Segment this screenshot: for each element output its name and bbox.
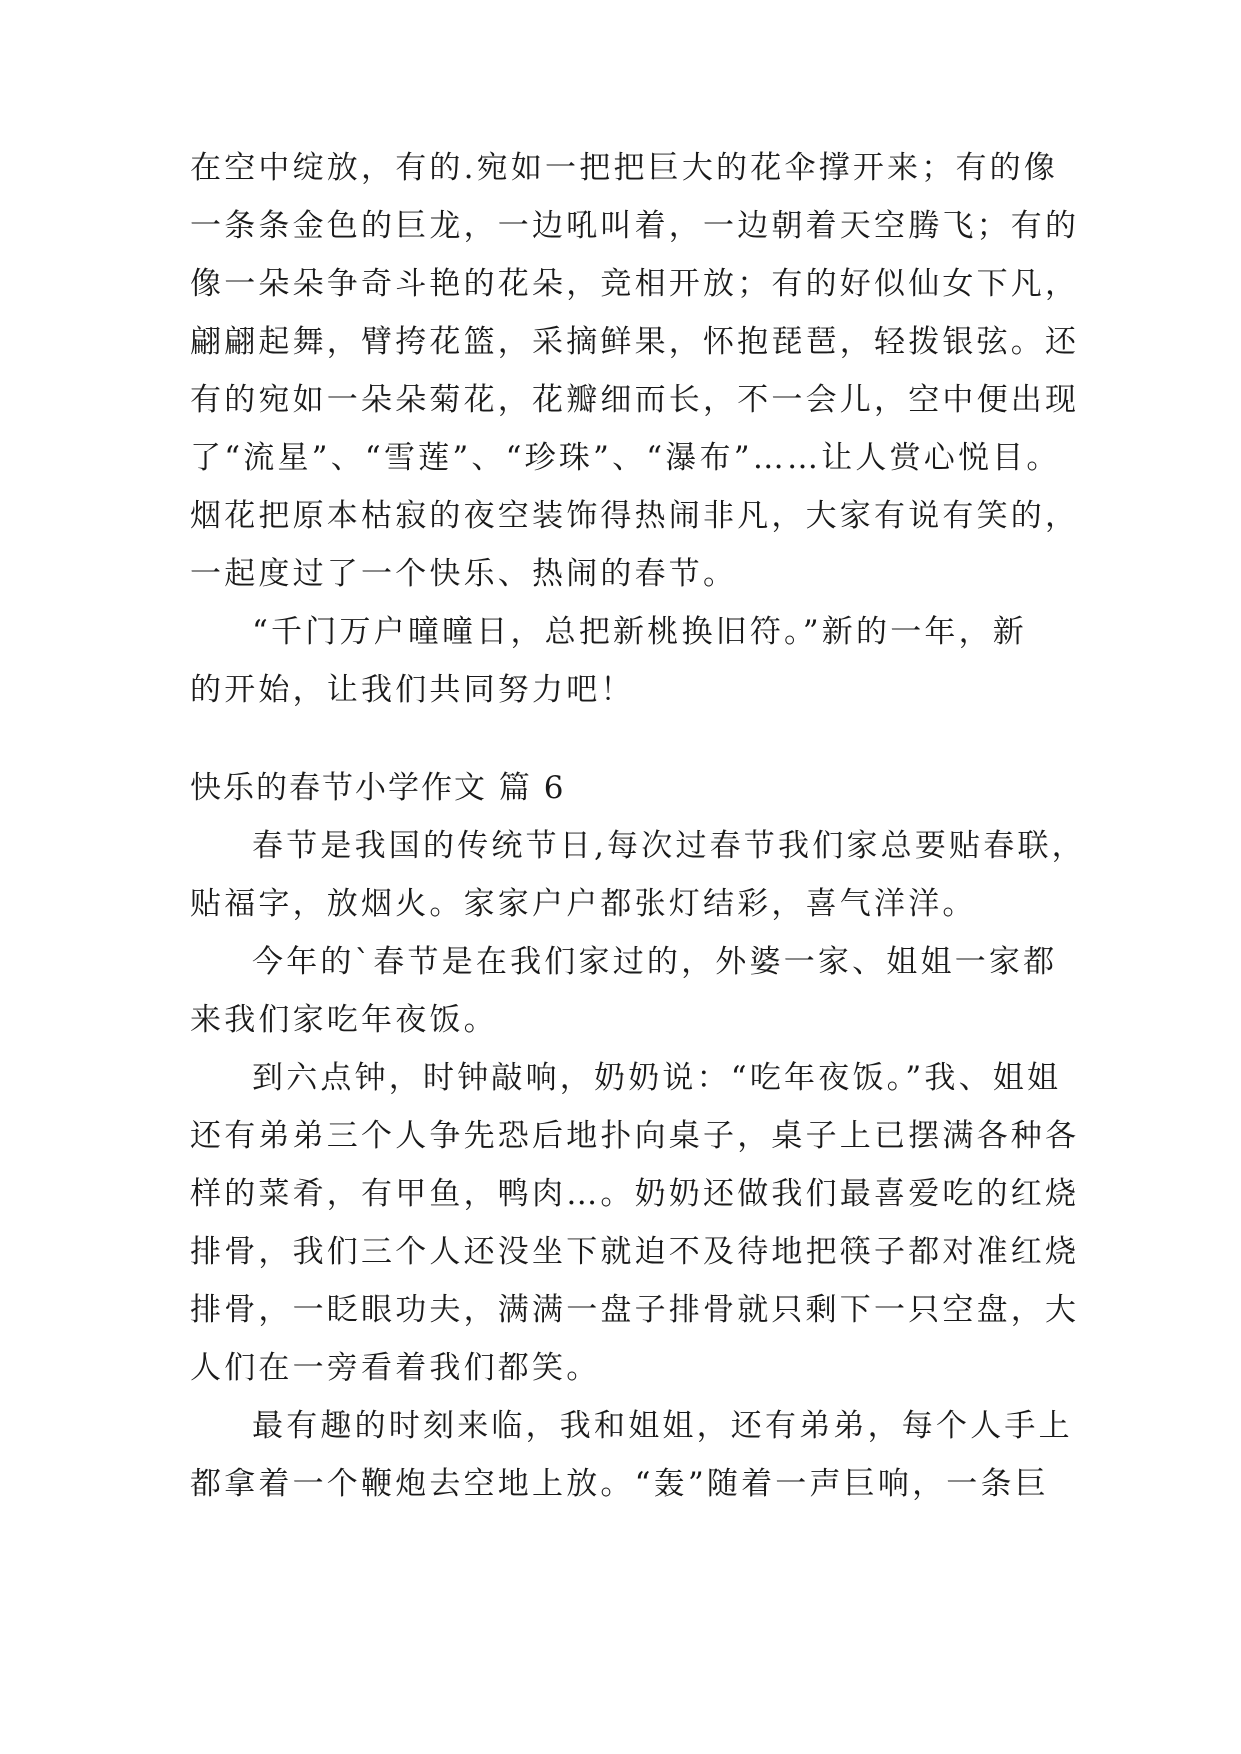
text-line: 人们在一旁看着我们都笑。 [190, 1350, 601, 1386]
text-line: 今年的`春节是在我们家过的，外婆一家、姐姐一家都 [252, 944, 1058, 980]
text-line: 的开始，让我们共同努力吧！ [190, 672, 635, 708]
text-line: 了“流星”、“雪莲”、“珍珠”、“瀑布”……让人赏心悦目。 [190, 440, 1061, 476]
text-line: 春节是我国的传统节日,每次过春节我们家总要贴春联， [252, 828, 1086, 864]
text-line: 翩翩起舞，臂挎花篮，采摘鲜果，怀抱琵琶，轻拨银弦。还 [190, 324, 1080, 360]
text-line: 到六点钟，时钟敲响，奶奶说：“吃年夜饭。”我、姐姐 [252, 1060, 1062, 1096]
text-line: 还有弟弟三个人争先恐后地扑向桌子，桌子上已摆满各种各 [190, 1118, 1080, 1154]
text-line: “千门万户曈曈日，总把新桃换旧符。”新的一年，新 [252, 614, 1027, 650]
text-line: 贴福字，放烟火。家家户户都张灯结彩，喜气洋洋。 [190, 886, 977, 922]
text-line: 烟花把原本枯寂的夜空装饰得热闹非凡，大家有说有笑的， [190, 498, 1080, 534]
text-line: 来我们家吃年夜饭。 [190, 1002, 498, 1038]
text-line: 排骨，一眨眼功夫，满满一盘子排骨就只剩下一只空盘，大 [190, 1292, 1080, 1328]
text-line: 排骨，我们三个人还没坐下就迫不及待地把筷子都对准红烧 [190, 1234, 1080, 1270]
section-heading: 快乐的春节小学作文 篇 6 [190, 770, 566, 806]
text-line: 最有趣的时刻来临，我和姐姐，还有弟弟，每个人手上 [252, 1408, 1073, 1444]
text-line: 一条条金色的巨龙，一边吼叫着，一边朝着天空腾飞；有的 [190, 208, 1080, 244]
text-line: 在空中绽放，有的.宛如一把把巨大的花伞撑开来；有的像 [190, 150, 1059, 186]
text-line: 有的宛如一朵朵菊花，花瓣细而长，不一会儿，空中便出现 [190, 382, 1080, 418]
text-line: 像一朵朵争奇斗艳的花朵，竞相开放；有的好似仙女下凡， [190, 266, 1080, 302]
text-line: 都拿着一个鞭炮去空地上放。“轰”随着一声巨响，一条巨 [190, 1466, 1049, 1502]
text-line: 样的菜肴，有甲鱼，鸭肉…。奶奶还做我们最喜爱吃的红烧 [190, 1176, 1080, 1212]
text-line: 一起度过了一个快乐、热闹的春节。 [190, 556, 738, 592]
